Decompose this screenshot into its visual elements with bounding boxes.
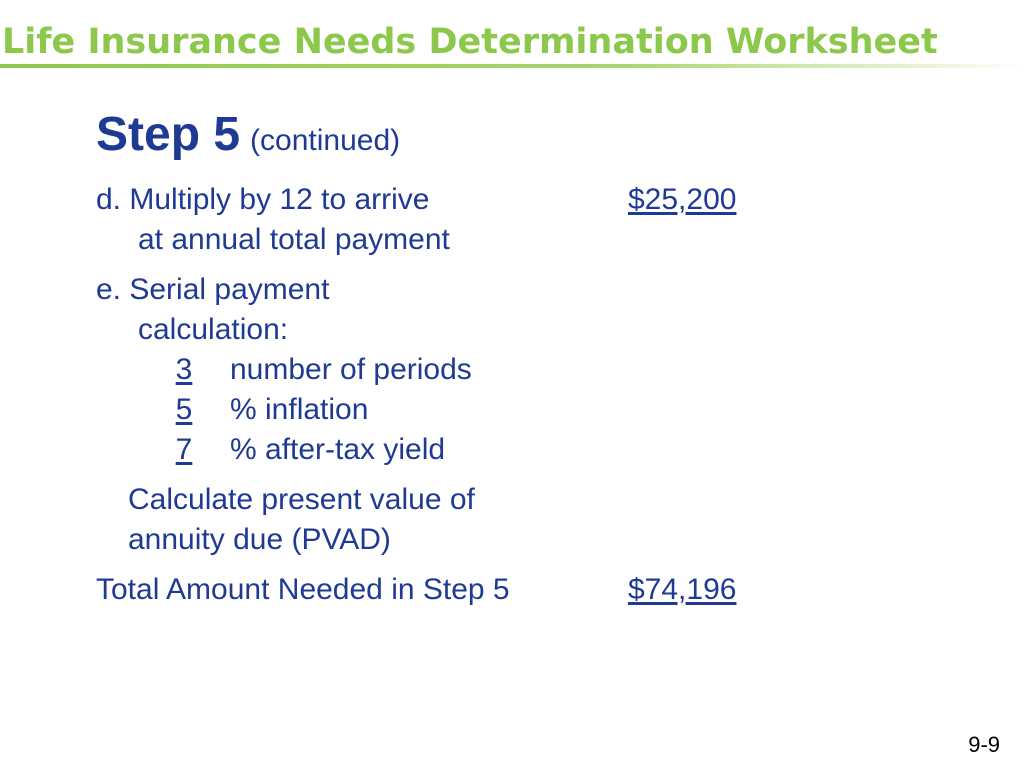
step-note: (continued) <box>250 124 401 157</box>
yield-label: % after-tax yield <box>230 433 446 466</box>
inflation-label: % inflation <box>230 393 369 426</box>
yield-value: 7 <box>175 433 193 466</box>
step-title: Step 5 <box>96 108 241 161</box>
item-d <box>96 180 816 220</box>
calc-line1: Calculate present value of <box>128 483 475 516</box>
item-e-line2: calculation: <box>138 313 289 346</box>
title-underline-rule <box>0 64 1024 68</box>
input-yield <box>96 430 816 470</box>
item-e-line1: e. Serial payment <box>96 273 330 306</box>
total-row <box>96 570 816 610</box>
step-heading <box>96 106 816 170</box>
worksheet-content <box>96 106 816 610</box>
page-number: 9-9 <box>968 732 1000 757</box>
inflation-value: 5 <box>175 393 193 426</box>
total-label: Total Amount Needed in Step 5 <box>96 573 510 606</box>
calc-line2: annuity due (PVAD) <box>128 523 391 556</box>
periods-label: number of periods <box>230 353 472 386</box>
input-inflation <box>96 390 816 430</box>
periods-value: 3 <box>175 353 193 386</box>
item-d-amount: $25,200 <box>628 183 737 216</box>
item-d-line1: d. Multiply by 12 to arrive <box>96 183 430 216</box>
item-d-line2: at annual total payment <box>138 223 450 256</box>
slide-title: Life Insurance Needs Determination Worksheet <box>2 22 938 62</box>
total-amount: $74,196 <box>628 573 737 606</box>
input-periods <box>96 350 816 390</box>
